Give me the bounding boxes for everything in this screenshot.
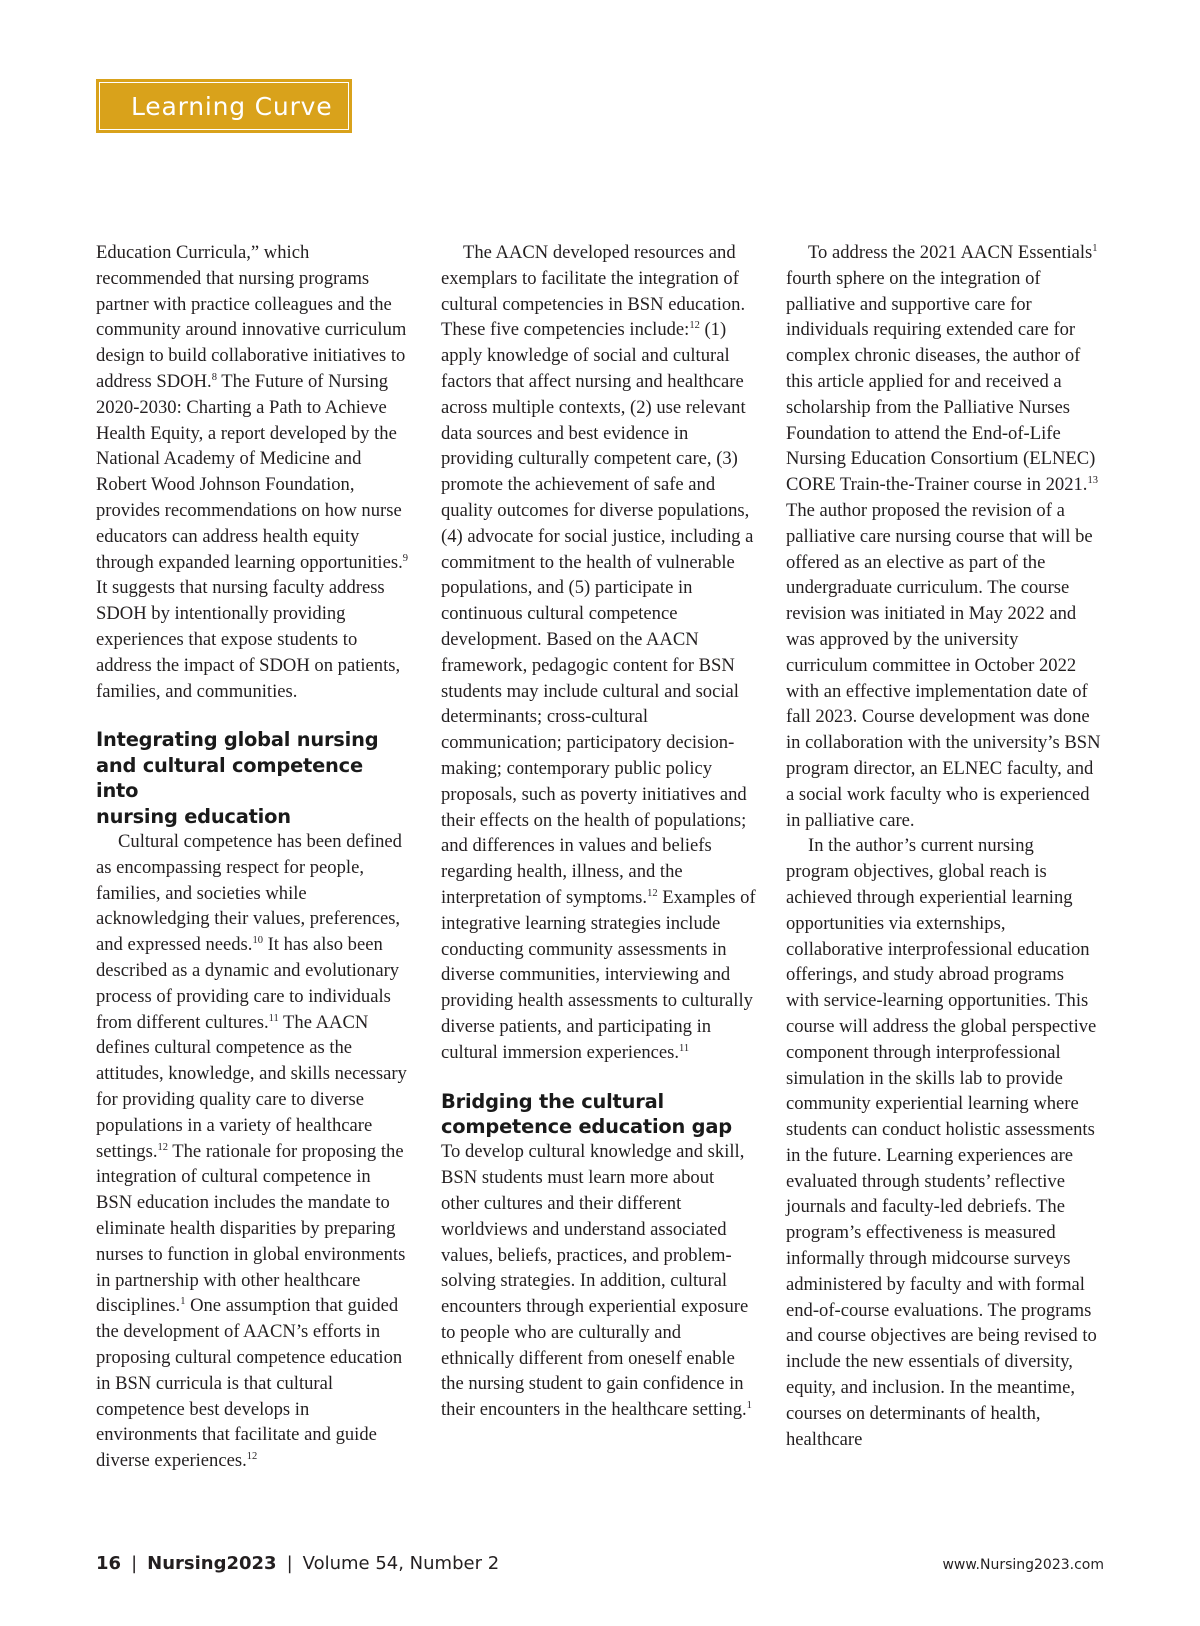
- heading-line: and cultural competence into: [96, 753, 363, 803]
- text-run: To develop cultural knowledge and skill, BSN students must learn more about other cultures and their different worldviews and understand associated values, beliefs, practices, and problem-solving strategies. In addition, cultural encounters through experiential exposure to people who are culturally and ethnically different from oneself enable the nursing student to gain confidence in their encounters in the healthcare setting.: [441, 1141, 749, 1421]
- footer-issue-info: [96, 1553, 499, 1574]
- citation-superscript: 12: [689, 320, 700, 332]
- page-number: 16: [96, 1553, 122, 1574]
- text-run: Examples of integrative learning strategies include conducting community assessments in diverse communities, interviewing and providing health assessments to culturally diverse patients, and participating in cultural immersion experiences.: [441, 886, 756, 1063]
- text-run: The AACN defines cultural competence as the attitudes, knowledge, and skills necessary for providing quality care to diverse populations in a variety of healthcare settings.: [96, 1011, 407, 1162]
- citation-superscript: 12: [246, 1451, 258, 1463]
- issue-volume: Volume 54, Number 2: [302, 1553, 500, 1574]
- magazine-name: Nursing2023: [147, 1553, 277, 1574]
- text-run: The author proposed the revision of a palliative care nursing course that will be offered as an elective as part of the undergraduate curriculum. The course revision was initiated in May 2022 and was approved by the university curriculum committee in October 2022 with an effective implementation date of fall 2023. Course development was done in collaboration with the university’s BSN program director, an ELNEC faculty, and a social work faculty who is experienced in palliative care.: [786, 499, 1101, 831]
- text-run: It has also been described as a dynamic and evolutionary process of providing care to individuals from different cultures.: [96, 934, 400, 1033]
- section-tab-label: Learning Curve: [131, 91, 333, 121]
- column1-paragraph-2: [96, 829, 411, 1474]
- footer-separator: |: [131, 1553, 138, 1574]
- text-run: It suggests that nursing faculty address SDOH by intentionally providing experiences that expose students to address the impact of SDOH on patients, families, and communities.: [96, 577, 401, 702]
- text-run: (1) apply knowledge of social and cultural factors that affect nursing and healthcare across multiple contexts, (2) use relevant data sources and best evidence in providing culturally competent care, (3) promote the achievement of safe and quality outcomes for diverse populations, (4) advocate for social justice, including a commitment to the health of vulnerable populations, and (5) participate in continuous cultural competence development. Based on the AACN framework, pedagogic content for BSN students may include cultural and social determinants; cross-cultural communication; participatory decision-making; contemporary public policy proposals, such as poverty initiatives and their effects on the health of populations; and differences in values and beliefs regarding health, illness, and the interpretation of symptoms.: [441, 319, 754, 908]
- citation-superscript: 8: [211, 371, 217, 383]
- text-run: The AACN developed resources and exemplars to facilitate the integration of cultural competencies in BSN education. These five competencies include:: [441, 242, 746, 341]
- heading-line: Integrating global nursing: [96, 728, 379, 752]
- text-run: Cultural competence has been defined as encompassing respect for people, families, and societies while acknowledging their values, preferences, and expressed needs.: [96, 830, 402, 956]
- section-heading-integrating-global-nursing: [96, 727, 411, 829]
- text-run: The Future of Nursing 2020-2030: Charting a Path to Achieve Health Equity, a report developed by the National Academy of Medicine and Robert Wood Johnson Foundation, provides recommendations on how nurse educators can address health equity through expanded learning opportunities.: [96, 370, 403, 573]
- citation-superscript: 13: [1087, 475, 1098, 487]
- text-run: fourth sphere on the integration of palliative and supportive care for individuals requiring extended care for complex chronic diseases, the author of this article applied for and received a scholarship from the Palliative Nurses Foundation to attend the End-of-Life Nursing Education Consortium (ELNEC) CORE Train-the-Trainer course in 2021.: [786, 267, 1096, 496]
- citation-superscript: 1: [746, 1400, 752, 1412]
- heading-line: nursing education: [96, 804, 291, 828]
- citation-superscript: 10: [252, 935, 263, 947]
- section-tab: [96, 79, 352, 133]
- citation-superscript: 1: [1092, 243, 1098, 254]
- article-column-2: [441, 240, 756, 1423]
- section-heading-bridging-the-gap: [441, 1089, 756, 1140]
- text-run: The rationale for proposing the integration of cultural competence in BSN education includes the mandate to eliminate health disparities by preparing nurses to function in global environments in partnership with other healthcare disciplines.: [96, 1140, 406, 1317]
- article-column-3: [786, 240, 1101, 1452]
- citation-superscript: 1: [180, 1296, 186, 1308]
- column2-paragraph-1: [441, 240, 756, 1066]
- column1-paragraph-1: [96, 240, 411, 704]
- article-column-1: [96, 240, 411, 1474]
- citation-superscript: 12: [647, 887, 658, 899]
- page-footer: [96, 1553, 1104, 1577]
- text-run: One assumption that guided the development of AACN’s efforts in proposing cultural competence education in BSN curricula is that cultural competence best develops in environments that facilitate and guide diverse experiences.: [96, 1295, 403, 1472]
- heading-line: Bridging the cultural: [441, 1089, 664, 1113]
- text-run: Education Curricula,” which recommended that nursing programs partner with practice colleagues and the community around innovative curriculum design to build collaborative initiatives to address SDOH.: [96, 242, 407, 392]
- column3-paragraph-1: [786, 240, 1101, 833]
- citation-superscript: 11: [268, 1012, 279, 1024]
- column2-paragraph-2: [441, 1139, 756, 1423]
- citation-superscript: 9: [402, 552, 408, 564]
- column3-paragraph-2: In the author’s current nursing program objectives, global reach is achieved through experiential learning opportunities via externships, collaborative interprofessional education offerings, and study abroad programs with service-learning opportunities. This course will address the global perspective component through interprofessional simulation in the skills lab to provide community experiential learning where students can conduct holistic assessments in the future. Learning experiences are evaluated through students’ reflective journals and faculty-led debriefs. The program’s effectiveness is measured informally through midcourse surveys administered by faculty and with formal end-of-course evaluations. The programs and course objectives are being revised to include the new essentials of diversity, equity, and inclusion. In the meantime, courses on determinants of health, healthcare: [786, 835, 1097, 1450]
- text-run: To address the 2021 AACN Essentials: [808, 242, 1093, 263]
- citation-superscript: 12: [157, 1141, 168, 1153]
- footer-website: www.Nursing2023.com: [942, 1557, 1104, 1573]
- footer-separator: |: [286, 1553, 293, 1574]
- heading-line: competence education gap: [441, 1114, 732, 1138]
- section-tab-frame: [99, 82, 349, 130]
- citation-superscript: 11: [679, 1042, 690, 1054]
